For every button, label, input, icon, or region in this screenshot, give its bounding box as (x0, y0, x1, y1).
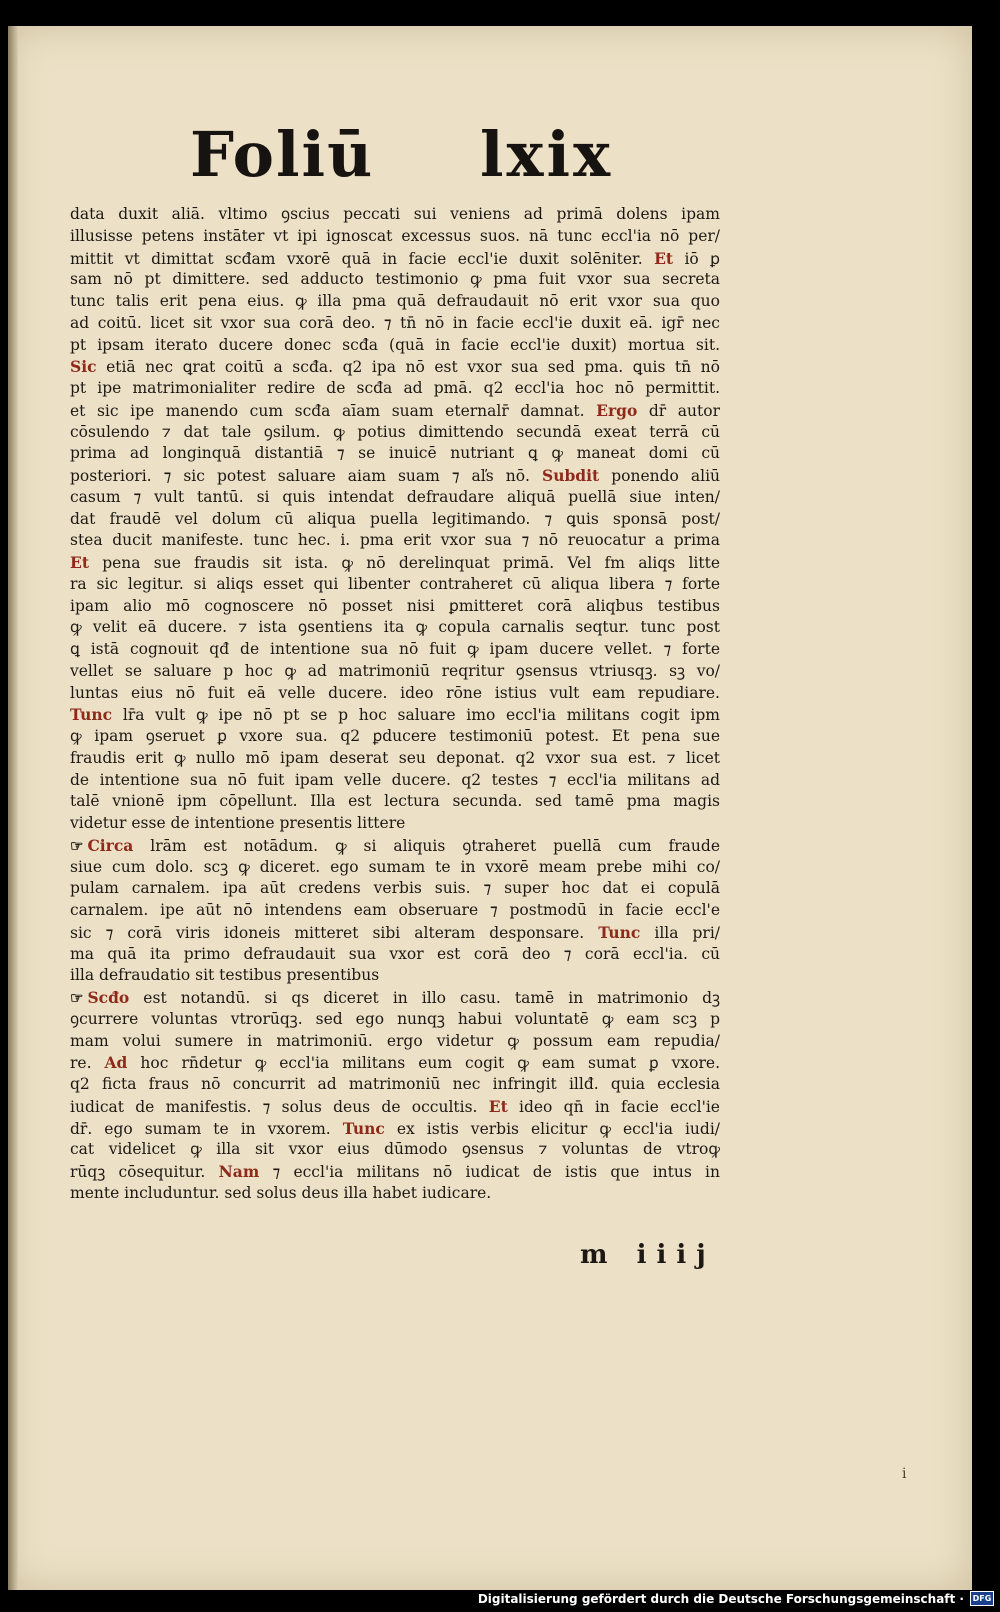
line-text: mittit vt dimittat scđam vxorē quā in facie eccl'ie duxit solēniter. Et iō ꝑ (70, 248, 720, 268)
text-line (70, 704, 720, 726)
dfg-logo: DFG (970, 1591, 994, 1606)
text-line (70, 378, 720, 400)
line-text: casum ⁊ vult tantū. si quis intendat defraudare aliquā puellā siue inten/ (70, 487, 720, 506)
text-line (70, 835, 720, 857)
text-line (70, 1139, 720, 1161)
line-text: data duxit aliā. vltimo ꝯscius peccati sui veniens ad primā dolens ipam (70, 205, 720, 223)
line-text: pt ipe matrimonialiter redire de scđa ad pmā. q2 eccl'ia hoc nō permittit. (70, 379, 720, 397)
line-text: talē vnionē ipm cōpellunt. Illa est lectura secunda. sed tamē pma magis (70, 792, 720, 811)
line-text: prima ad longinquā distantiā ⁊ se inuicē nutriant ꝗ ꝙ maneat domi cū (70, 444, 720, 463)
line-text: re. Ad hoc rn̄detur ꝙ eccl'ia militans eum cogit ꝙ eam sumat ꝑ vxore. (70, 1053, 720, 1073)
manicule-icon: ☞ (70, 836, 84, 855)
text-line (70, 1118, 720, 1140)
text-line (70, 552, 720, 574)
text-line (70, 1031, 720, 1053)
text-line (70, 226, 720, 248)
line-text: de intentione sua nō fuit ipam velle ducere. q2 testes ⁊ eccl'ia militans ad (70, 770, 720, 789)
line-text: cat videlicet ꝙ illa sit vxor eius dūmodo ꝯsensus ⁊ voluntas de vtroꝙ (70, 1140, 720, 1159)
text-line (70, 617, 720, 639)
text-line (70, 291, 720, 313)
line-text: Et pena sue fraudis sit ista. ꝙ nō derelinquat primā. Vel fm aliqs litte (70, 553, 720, 572)
line-text: sic ⁊ corā viris idoneis mitteret sibi alteram desponsare. Tunc illa pri/ (70, 922, 720, 942)
text-line (70, 1183, 720, 1205)
footer-credit (478, 1590, 994, 1607)
text-line (70, 465, 720, 487)
rubric-word: Et (654, 248, 674, 268)
text-line (70, 335, 720, 357)
text-line (70, 683, 720, 705)
text-line (70, 726, 720, 748)
line-text: stea ducit manifeste. tunc hec. i. pma erit vxor sua ⁊ nō reuocatur a prima (70, 531, 720, 550)
text-line (70, 400, 720, 422)
rubric-word: Nam (218, 1162, 260, 1181)
rubric-word: Sic (70, 357, 97, 377)
rubric-word: Et (488, 1096, 508, 1116)
margin-mark: i (902, 1466, 907, 1482)
line-text: illa defraudatio sit testibus presentibus (70, 966, 380, 985)
line-text: iudicat de manifestis. ⁊ solus deus de occultis. Et ideo qn̄ in facie eccl'ie (70, 1096, 720, 1116)
rubric-word: Tunc (70, 705, 113, 725)
line-text: ipam alio mō cognoscere nō posset nisi ꝑmitteret corā aliqbus testibus (70, 596, 720, 615)
line-text: dat fraudē vel dolum cū aliqua puella legitimando. ⁊ ꝗuis sponsā post/ (70, 509, 720, 528)
text-line (70, 443, 720, 465)
line-text: q2 ficta fraus nō concurrit ad matrimoniū nec infringit illđ. quia ecclesia (70, 1075, 720, 1093)
text-line (70, 900, 720, 922)
line-text: videtur esse de intentione presentis littere (70, 814, 406, 832)
text-line (70, 1052, 720, 1074)
rubric-word: Subdit (542, 466, 600, 485)
line-text: ra sic legitur. si aliqs esset qui libenter contraheret cū aliqua libera ⁊ forte (70, 574, 720, 593)
text-line (70, 965, 720, 987)
text-line (70, 530, 720, 552)
line-text: Sic etiā nec ꝗrat coitū a scđa. q2 ipa nō est vxor sua sed pma. ꝗuis tn̄ nō (70, 357, 720, 377)
folio-number: lxix (480, 118, 614, 191)
line-text: dr̄. ego sumam te in vxorem. Tunc ex istis verbis elicitur ꝙ eccl'ia iudi/ (70, 1118, 720, 1138)
text-line (70, 857, 720, 879)
text-line (70, 596, 720, 618)
rubric-word: Scđo (87, 988, 130, 1007)
text-line (70, 1074, 720, 1096)
line-text: posteriori. ⁊ sic potest saluare aiam suam ⁊ aľs nō. Subdit ponendo aliū (70, 466, 720, 485)
line-text: mente includuntur. sed solus deus illa habet iudicare. (70, 1183, 492, 1202)
line-text: mam volui sumere in matrimoniū. ergo videtur ꝙ possum eam repudia/ (70, 1031, 720, 1050)
text-line (70, 574, 720, 596)
folio-label: Foliū (190, 118, 375, 191)
line-text: siue cum dolo. scꝫ ꝙ diceret. ego sumam te in vxorē meam prebe mihi co/ (70, 857, 720, 876)
text-line (70, 987, 720, 1009)
footer-text: Digitalisierung gefördert durch die Deutsche Forschungsgemeinschaft · (477, 1591, 964, 1606)
line-text: et sic ipe manendo cum scđa aīam suam eternalr̄ damnat. Ergo dr̄ autor (70, 400, 720, 420)
text-line (70, 639, 720, 661)
text-line (70, 944, 720, 966)
rubric-word: Ergo (596, 400, 638, 420)
text-line (70, 356, 720, 378)
line-text: luntas eius nō fuit eā velle ducere. ideo rōne istius vult eam repudiare. (70, 683, 720, 702)
text-line (70, 248, 720, 270)
line-text: pulam carnalem. ipa aūt credens verbis suis. ⁊ super hoc dat ei copulā (70, 879, 720, 898)
line-text: rūqꝫ cōsequitur. Nam ⁊ eccl'ia militans nō iudicat de istis que intus in (70, 1162, 720, 1181)
line-text: tunc talis erit pena eius. ꝙ illa pma quā defraudauit nō erit vxor sua quo (70, 292, 720, 310)
text-block (70, 204, 720, 1205)
line-text: Circa lrām est notādum. ꝙ si aliquis ꝯtraheret puellā cum fraude (87, 835, 720, 855)
line-text: pt ipsam iterato ducere donec scđa (quā in facie eccl'ie duxit) mortua sit. (70, 335, 720, 354)
line-text: ad coitū. licet sit vxor sua corā deo. ⁊ tn̄ nō in facie eccl'ie duxit eā. igr̄ nec (70, 313, 720, 332)
text-line (70, 269, 720, 291)
text-line (70, 487, 720, 509)
rubric-word: Tunc (342, 1118, 385, 1138)
line-text: Scđo est notandū. si qs diceret in illo casu. tamē in matrimonio dꝫ (87, 988, 720, 1007)
text-line (70, 813, 720, 835)
text-line (70, 1161, 720, 1183)
text-line (70, 770, 720, 792)
line-text: vellet se saluare p hoc ꝙ ad matrimoniū reqritur ꝯsensus vtriusqꝫ. sꝫ vo/ (70, 661, 720, 680)
line-text: ma quā ita primo defraudauit sua vxor est corā deo ⁊ corā eccl'ia. cū (70, 944, 720, 963)
text-line (70, 791, 720, 813)
line-text: Tunc lr̄a vult ꝙ ipe nō pt se p hoc saluare imo eccl'ia militans cogit ipm (70, 705, 720, 725)
page-gutter (8, 26, 18, 1590)
line-text: fraudis erit ꝙ nullo mō ipam deserat seu deponat. q2 vxor sua est. ⁊ licet (70, 748, 720, 767)
rubric-word: Et (70, 553, 89, 572)
line-text: ꝗ istā cognouit qđ de intentione sua nō fuit ꝙ ipam ducere vellet. ⁊ forte (70, 640, 720, 658)
line-text: ꝙ ipam ꝯseruet ꝑ vxore sua. q2 ꝑducere testimoniū potest. Et pena sue (70, 727, 720, 745)
rubric-word: Circa (87, 835, 134, 855)
text-line (70, 922, 720, 944)
line-text: illusisse petens instāter vt ipi ignoscat excessus suos. nā tunc eccl'ia nō per/ (70, 226, 720, 245)
text-line (70, 422, 720, 444)
line-text: sam nō pt dimittere. sed adducto testimonio ꝙ pma fuit vxor sua secreta (70, 270, 720, 289)
text-line (70, 204, 720, 226)
line-text: carnalem. ipe aūt nō intendens eam obseruare ⁊ postmodū in facie eccl'e (70, 901, 720, 919)
line-text: ꝯcurrere voluntas vtrorūqꝫ. sed ego nunqꝫ habui voluntatē ꝙ eam scꝫ p (70, 1009, 720, 1028)
running-header (180, 118, 740, 208)
text-line (70, 1009, 720, 1031)
rubric-word: Ad (104, 1053, 128, 1073)
line-text: cōsulendo ⁊ dat tale ꝯsilum. ꝙ potius dimittendo secundā exeat terrā cū (70, 422, 720, 441)
text-line (70, 1096, 720, 1118)
rubric-word: Tunc (598, 922, 641, 942)
manicule-icon: ☞ (70, 989, 84, 1007)
text-line (70, 878, 720, 900)
line-text: ꝙ velit eā ducere. ⁊ ista ꝯsentiens ita ꝙ copula carnalis seqtur. tunc post (70, 618, 720, 637)
text-line (70, 661, 720, 683)
text-line (70, 509, 720, 531)
text-line (70, 313, 720, 335)
text-line (70, 748, 720, 770)
signature-mark: m iiij (580, 1240, 716, 1270)
